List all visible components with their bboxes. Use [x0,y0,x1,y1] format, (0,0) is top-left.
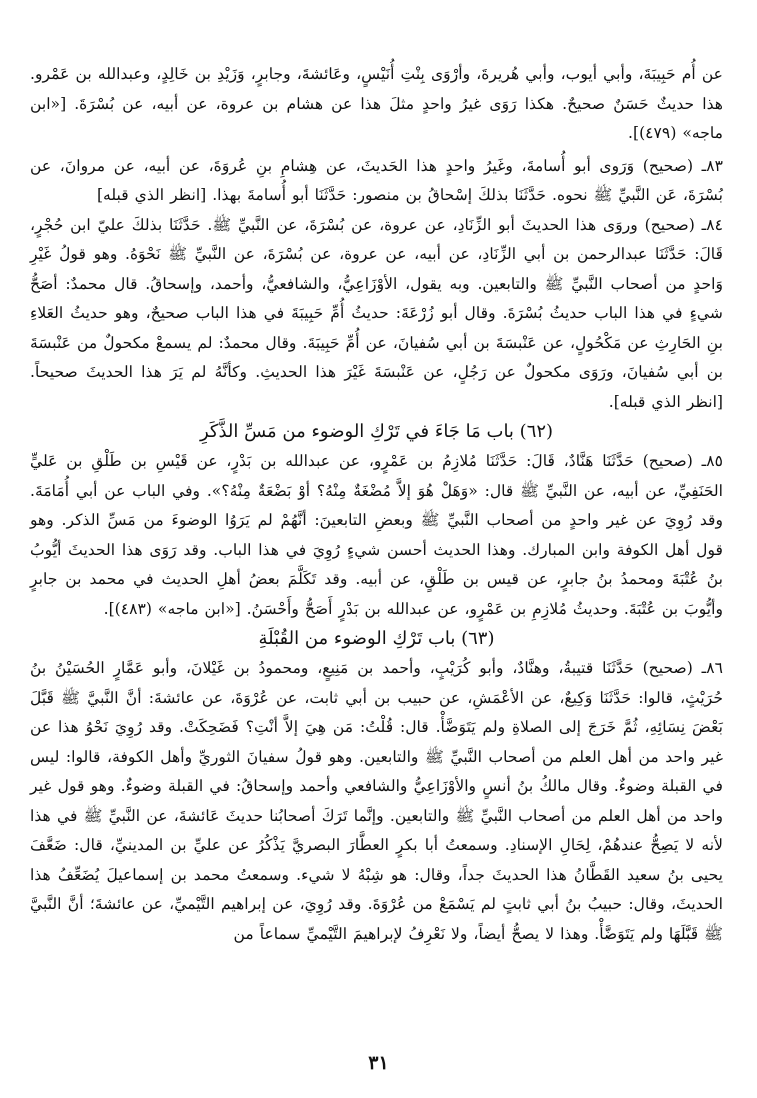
hadith-85: ٨٥ـ (صحيح) حَدَّثَنَا هَنَّادٌ، قَالَ: حَدَّثَنَا مُلازِمُ بن عَمْرٍو، عن عبدالله بن بَدْرٍ، عن قَيْسِ بن طَلْقِ بن عَليٍّ الحَنَفِيِّ، عن أبيه، عن النَّبيِّ ﷺ قال: «وَهَلْ هُوَ إلاَّ مُضْغَةٌ مِنْهُ؟ أوْ بَضْعَةٌ مِنْهُ؟». وفي الباب عن أبي أُمَامَةَ. وقد رُوِيَ عن غير واحدٍ من أصحاب النَّبيِّ ﷺ وبعضِ التابعينَ: أنَّهُمْ لم يَرَوُا الوضوءَ من مَسِّ الذكر. وهو قول أهل الكوفة وابن المبارك. وهذا الحديث أحسن شيءٍ رُوِيَ في هذا الباب. وقد رَوَى هذا الحديثَ أيُّوبُ بنُ عُتْبَةَ ومحمدُ بنُ جابرٍ، عن قيس بن طَلْقٍ، عن أبيه. وقد تَكَلَّمَ بعضُ أهلِ الحديث في محمد بن جابرٍ وأيُّوبَ بن عُتْبَةَ. وحديثُ مُلازِمِ بن عَمْرٍو، عن عبدالله بن بَدْرٍ أَصَحُّ وأَحْسَنُ. [«ابن ماجه» (٤٨٣)]. [30,452,723,618]
hadith-86: ٨٦ـ (صحيح) حَدَّثَنَا قتيبةُ، وهنَّادٌ، وأبو كُرَيْبٍ، وأحمد بن مَنِيعٍ، ومحمودُ بن غَيْلانَ، وأبو عَمَّارٍ الحُسَيْنُ بنُ حُرَيْثٍ، قالوا: حَدَّثَنَا وَكِيعٌ، عن الأعْمَشِ، عن حبيب بن أبي ثابت، عن عُرْوَةَ، عن عائشةَ: أنَّ النَّبيَّ ﷺ قَبَّلَ بَعْضَ نِسَائِهِ، ثُمَّ خَرَجَ إلى الصلاةِ ولم يَتَوَضَّأْ. قال: قُلْتُ: مَن هِيَ إلاَّ أنْتِ؟ فَضَحِكَتْ. وقد رُوِيَ نَحْوُ هذا عن غير واحد من أهل العلم من أصحاب النَّبيِّ ﷺ والتابعين. وهو قولُ سفيانَ الثوريِّ وأهل الكوفة، قالوا: ليس في القبلة وضوءٌ. وقال مالكُ بنُ أنسٍ والأوْزَاعِيُّ والشافعي وأحمد وإسحاقُ: في القبلة وضوءٌ. وهو قول غير واحد من أهل العلم من أصحاب النَّبيِّ ﷺ والتابعين. وإنَّما تَرَكَ أصحابُنا حديثَ عَائشةَ، عن النَّبيِّ ﷺ في هذا لأنه لا يَصِحُّ عندهُمْ، لِحَالِ الإسنادِ. وسمعتُ أبا بكرٍ العطَّارَ البصريَّ يَذْكُرُ عن عليِّ بن المدينيِّ، قال: ضَعَّفَ يحيى بنُ سعيد القَطَّانُ هذا الحديثَ جداً، وقال: هو شِبْهُ لا شيء. وسمعتُ محمد بن إسماعيلَ يُضَعِّفُ هذا الحديثَ، وقال: حبيبُ بنُ أبي ثابتٍ لم يَسْمَعْ من عُرْوَةَ. وقد رُوِيَ، عن إبراهيم التَّيْميِّ، عن عائشةَ؛ أنَّ النَّبيَّ ﷺ قَبَّلَهَا ولم يَتَوَضَّأْ. وهذا لا يصحُّ أيضاً، ولا نَعْرِفُ لإبراهيمَ التَّيْميِّ سماعاً من [30,659,723,943]
chapter-heading-63: (٦٣) باب تَرْكِ الوضوء من القُبْلَةِ [258,628,495,649]
chapter-heading-62: (٦٢) باب مَا جَاءَ في تَرْكِ الوضوء من مَسِّ الذَّكَرِ [199,421,554,442]
paragraph-continuation: عن أُم حَبِيبَةَ، وأبي أيوب، وأبي هُريرةَ، وأرْوَى بِنْتِ أُنَيْسٍ، وعَائشةَ، وجابرٍ، وَزَيْدِ بن خَالِدٍ، وعبدالله بن عَمْرو. هذا حديثٌ حَسَنٌ صحيحٌ. هكذا رَوَى غيرُ واحدٍ مثلَ هذا عن هشام بن عروة، عن أبيه، عن بُسْرَةَ. [«ابن ماجه» (٤٧٩)]. [30,65,723,142]
hadith-84: ٨٤ـ (صحيح) وروَى هذا الحديثَ أبو الزِّنَادِ، عن عروة، عن بُسْرَةَ، عن النَّبيِّ ﷺ. حَدَّثَنَا بذلكَ عليّ ابن حُجْرٍ، قَالَ: حَدَّثَنَا عبدالرحمن بن أبي الزِّنَادِ، عن أبيه، عن عروة، عن بُسْرَةَ، عن النَّبيِّ ﷺ نَحْوَهُ. وهو قولُ غَيْرِ وَاحدٍ من أصحاب النَّبيِّ ﷺ والتابعين. وبه يقول، الأوْزَاعِيُّ، والشافعيُّ، وأحمد، وإسحاقُ. قال محمدٌ: أصَحُّ شيءٍ في هذا الباب حديثُ بُسْرَةَ. وقال أبو زُرْعَةَ: حديثُ أُمِّ حَبِيبَةَ في هذا الباب صحيحٌ، وهو حديثُ العَلاءِ بنِ الحَارِثِ عن مَكْحُولٍ، عن عَنْبسَةَ بن أبي سُفيانَ، عن أُمِّ حَبِيبَةَ. وقال محمدٌ: لم يسمعْ مكحولٌ من عَنْبسَةَ بن أبي سُفيانَ، ورَوَى مكحولٌ عن رَجُلٍ، عن عَنْبسَةَ غَيْرَ هذا الحديثِ. وكأنَّهُ لم يَرَ هذا الحديثَ صحيحاً. [انظر الذي قبله]. [30,215,723,411]
page-number: ٣١ [368,1052,389,1074]
hadith-83: ٨٣ـ (صحيح) وَرَوى أبو أُسامةَ، وغَيرُ واحدٍ هذا الحَديثَ، عن هِشامِ بنِ عُروَةَ، عن أبيه، عن مروانَ، عن بُسْرَةَ، عَن النَّبيِّ ﷺ نحوه. حَدَّثَنَا بذلكَ إسْحاقُ بن منصور: حَدَّثَنَا أبو أُسامةَ بهذا. [انظر الذي قبله] [30,156,723,204]
